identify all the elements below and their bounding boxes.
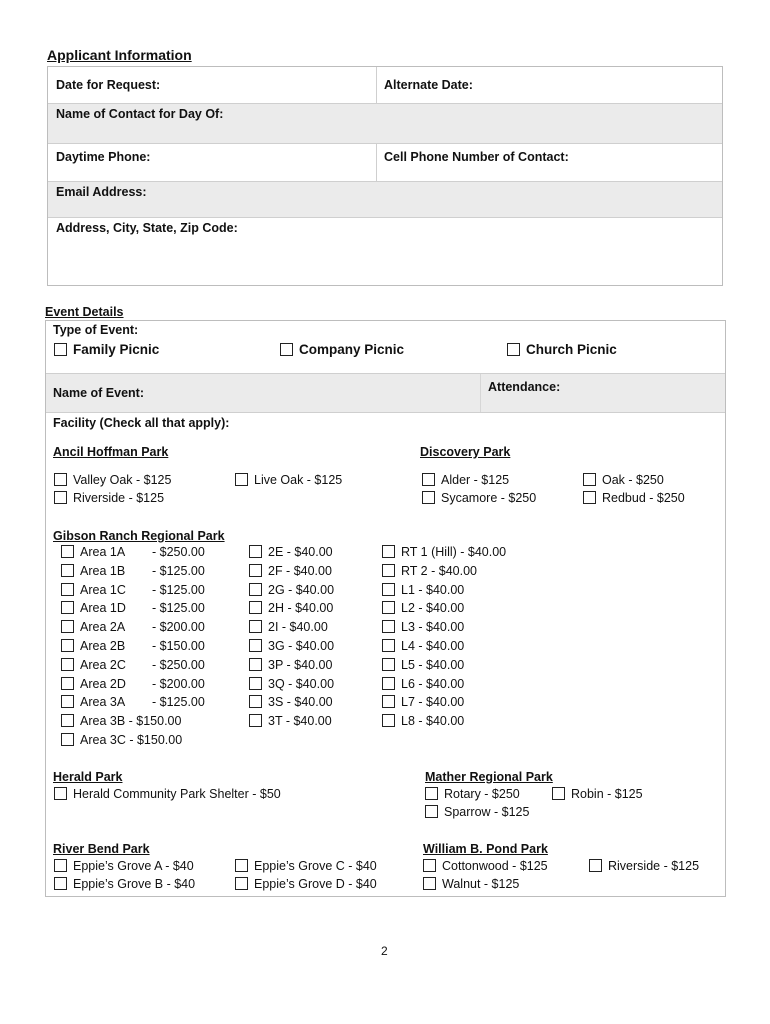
option-label: L8 - $40.00 (401, 714, 465, 729)
date-for-request-label: Date for Request: (56, 78, 161, 92)
option-label: L5 - $40.00 (401, 657, 465, 672)
checkbox[interactable] (61, 564, 74, 577)
list-item[interactable] (61, 564, 205, 583)
area-price: - $200.00 (152, 676, 205, 691)
area-price: - $125.00 (152, 582, 205, 597)
area-name: Area 1D (80, 601, 126, 616)
eppies-grove-a-option[interactable] (54, 859, 194, 873)
cottonwood-option[interactable] (423, 859, 548, 873)
option-label: Area 3B - $150.00 (80, 714, 182, 729)
checkbox[interactable] (249, 658, 262, 671)
area-name: Area 3A (80, 695, 126, 710)
checkbox[interactable] (382, 564, 395, 577)
checkbox[interactable] (280, 343, 293, 356)
alternate-date-label: Alternate Date: (384, 78, 473, 92)
applicant-section-title: Applicant Information (47, 47, 192, 63)
option-label: Oak - $250 (602, 473, 664, 487)
checkbox[interactable] (422, 473, 435, 486)
area-name: Area 2B (80, 638, 126, 653)
checkbox[interactable] (61, 583, 74, 596)
checkbox[interactable] (54, 787, 67, 800)
option-label: 3S - $40.00 (268, 695, 333, 710)
checkbox[interactable] (235, 473, 248, 486)
option-label: Sparrow - $125 (444, 805, 530, 819)
william-b-pond-park-heading: William B. Pond Park (423, 842, 548, 856)
river-bend-park-heading: River Bend Park (53, 842, 150, 856)
list-item[interactable] (249, 564, 334, 583)
option-label: RT 2 - $40.00 (401, 563, 477, 578)
option-label: Walnut - $125 (442, 877, 520, 891)
daytime-phone-field[interactable] (48, 143, 376, 181)
list-item[interactable] (249, 677, 334, 696)
option-label: L4 - $40.00 (401, 638, 465, 653)
option-label: 2F - $40.00 (268, 563, 332, 578)
list-item[interactable] (61, 583, 205, 602)
list-item[interactable] (382, 714, 506, 733)
checkbox[interactable] (235, 859, 248, 872)
option-label: Sycamore - $250 (441, 491, 537, 505)
list-item[interactable] (382, 601, 506, 620)
checkbox[interactable] (382, 695, 395, 708)
option-label: Eppie’s Grove B - $40 (73, 877, 196, 891)
checkbox[interactable] (249, 639, 262, 652)
alternate-date-field[interactable] (376, 67, 722, 103)
ancil-hoffman-park-heading: Ancil Hoffman Park (53, 445, 169, 459)
list-item[interactable] (61, 695, 205, 714)
list-item[interactable] (61, 545, 205, 564)
area-name: Area 2C (80, 657, 126, 672)
option-label: 2G - $40.00 (268, 582, 335, 597)
checkbox[interactable] (507, 343, 520, 356)
email-label: Email Address: (56, 185, 147, 199)
area-name: Area 2A (80, 620, 126, 635)
checkbox[interactable] (249, 545, 262, 558)
checkbox[interactable] (54, 473, 67, 486)
option-label: Family Picnic (73, 342, 160, 357)
checkbox[interactable] (382, 601, 395, 614)
cell-phone-field[interactable] (376, 143, 722, 181)
contact-name-field[interactable] (48, 103, 722, 143)
option-label: L7 - $40.00 (401, 695, 465, 710)
list-item[interactable] (61, 639, 205, 658)
option-label: Eppie’s Grove D - $40 (254, 877, 377, 891)
divider (48, 103, 722, 104)
checkbox[interactable] (382, 639, 395, 652)
option-label: Robin - $125 (571, 787, 643, 801)
option-label: 3Q - $40.00 (268, 676, 335, 691)
list-item[interactable] (249, 545, 334, 564)
gibson-areas-column (61, 545, 205, 752)
checkbox[interactable] (382, 545, 395, 558)
robin-option[interactable] (552, 787, 643, 801)
area-name: Area 2D (80, 676, 126, 691)
divider (48, 181, 722, 182)
option-label: Valley Oak - $125 (73, 473, 172, 487)
eppies-grove-b-option[interactable] (54, 877, 195, 891)
list-item[interactable] (249, 695, 334, 714)
checkbox[interactable] (61, 733, 74, 746)
area-name: Area 1C (80, 582, 126, 597)
address-field[interactable] (48, 217, 722, 285)
divider (48, 217, 722, 218)
checkbox[interactable] (583, 491, 596, 504)
list-item[interactable] (249, 658, 334, 677)
family-picnic-option[interactable] (54, 342, 159, 357)
redbud-option[interactable] (583, 491, 685, 505)
option-label: Alder - $125 (441, 473, 510, 487)
attendance-label: Attendance: (488, 380, 561, 394)
checkbox[interactable] (249, 564, 262, 577)
option-label: 2I - $40.00 (268, 620, 328, 635)
list-item[interactable] (382, 620, 506, 639)
checkbox[interactable] (425, 787, 438, 800)
herald-park-heading: Herald Park (53, 770, 123, 784)
option-label: L2 - $40.00 (401, 601, 465, 616)
list-item[interactable] (61, 714, 205, 733)
checkbox[interactable] (425, 805, 438, 818)
option-label: Eppie’s Grove C - $40 (254, 859, 377, 873)
divider (376, 143, 377, 181)
option-label: 3T - $40.00 (268, 714, 332, 729)
live-oak-option[interactable] (235, 473, 342, 487)
list-item[interactable] (382, 677, 506, 696)
oak-option[interactable] (583, 473, 664, 487)
list-item[interactable] (61, 601, 205, 620)
checkbox[interactable] (54, 343, 67, 356)
email-field[interactable] (48, 181, 722, 217)
checkbox[interactable] (61, 677, 74, 690)
option-label: Redbud - $250 (602, 491, 685, 505)
list-item[interactable] (382, 695, 506, 714)
area-price: - $250.00 (152, 545, 205, 559)
page-number: 2 (381, 944, 388, 958)
valley-oak-option[interactable] (54, 473, 171, 487)
discovery-park-heading: Discovery Park (420, 445, 511, 459)
checkbox[interactable] (54, 859, 67, 872)
option-label: Eppie’s Grove A - $40 (73, 859, 194, 873)
church-picnic-option[interactable] (507, 342, 617, 357)
area-price: - $250.00 (152, 657, 205, 672)
herald-shelter-option[interactable] (54, 787, 281, 801)
area-name: Area 1A (80, 545, 126, 559)
option-label: 2E - $40.00 (268, 545, 333, 559)
checkbox[interactable] (61, 545, 74, 558)
gibson-rt-lots-column (382, 545, 506, 733)
checkbox[interactable] (382, 583, 395, 596)
divider (48, 143, 722, 144)
checkbox[interactable] (382, 620, 395, 633)
checkbox[interactable] (235, 877, 248, 890)
gibson-ranch-park-heading: Gibson Ranch Regional Park (53, 529, 225, 543)
list-item[interactable] (382, 564, 506, 583)
option-label: Herald Community Park Shelter - $50 (73, 787, 281, 801)
checkbox[interactable] (61, 639, 74, 652)
area-price: - $200.00 (152, 620, 205, 635)
checkbox[interactable] (249, 601, 262, 614)
checkbox[interactable] (54, 491, 67, 504)
company-picnic-option[interactable] (280, 342, 404, 357)
pond-riverside-option[interactable] (589, 859, 699, 873)
list-item[interactable] (61, 620, 205, 639)
event-table (45, 320, 726, 897)
option-label: Live Oak - $125 (254, 473, 343, 487)
checkbox[interactable] (249, 620, 262, 633)
applicant-table (47, 66, 723, 286)
list-item[interactable] (61, 733, 205, 752)
list-item[interactable] (249, 601, 334, 620)
checkbox[interactable] (61, 695, 74, 708)
checkbox[interactable] (589, 859, 602, 872)
area-price: - $125.00 (152, 601, 205, 616)
list-item[interactable] (61, 658, 205, 677)
rotary-option[interactable] (425, 787, 520, 801)
contact-name-label: Name of Contact for Day Of: (56, 107, 224, 121)
checkbox[interactable] (61, 714, 74, 727)
option-label: 3P - $40.00 (268, 657, 333, 672)
divider (480, 374, 481, 412)
event-section-title: Event Details (45, 305, 124, 319)
checkbox[interactable] (61, 601, 74, 614)
sycamore-option[interactable] (422, 491, 536, 505)
checkbox[interactable] (382, 677, 395, 690)
checkbox[interactable] (422, 491, 435, 504)
checkbox[interactable] (249, 695, 262, 708)
checkbox[interactable] (249, 677, 262, 690)
option-label: RT 1 (Hill) - $40.00 (401, 545, 507, 559)
checkbox[interactable] (382, 714, 395, 727)
area-name: Area 1B (80, 563, 126, 578)
sparrow-option[interactable] (425, 805, 529, 819)
option-label: 2H - $40.00 (268, 601, 334, 616)
gibson-sites-column (249, 545, 334, 733)
eppies-grove-c-option[interactable] (235, 859, 377, 873)
divider (376, 67, 377, 103)
option-label: Church Picnic (526, 342, 617, 357)
checkbox[interactable] (249, 583, 262, 596)
list-item[interactable] (382, 639, 506, 658)
area-price: - $125.00 (152, 563, 205, 578)
checkbox[interactable] (249, 714, 262, 727)
attendance-field[interactable] (480, 374, 725, 412)
checkbox[interactable] (423, 877, 436, 890)
list-item[interactable] (61, 677, 205, 696)
mather-park-heading: Mather Regional Park (425, 770, 553, 784)
list-item[interactable] (249, 620, 334, 639)
checkbox[interactable] (583, 473, 596, 486)
checkbox[interactable] (382, 658, 395, 671)
ancil-riverside-option[interactable] (54, 491, 164, 505)
type-of-event-label: Type of Event: (53, 323, 139, 337)
option-label: Rotary - $250 (444, 787, 520, 801)
list-item[interactable] (382, 545, 506, 564)
option-label: L6 - $40.00 (401, 676, 465, 691)
list-item[interactable] (249, 639, 334, 658)
divider (46, 412, 725, 413)
option-label: L1 - $40.00 (401, 582, 465, 597)
cell-phone-label: Cell Phone Number of Contact: (384, 150, 569, 164)
area-price: - $125.00 (152, 695, 205, 710)
option-label: Riverside - $125 (73, 491, 165, 505)
daytime-phone-label: Daytime Phone: (56, 150, 151, 164)
address-label: Address, City, State, Zip Code: (56, 221, 238, 235)
option-label: Area 3C - $150.00 (80, 732, 183, 747)
event-name-field[interactable] (46, 374, 480, 412)
checkbox[interactable] (423, 859, 436, 872)
eppies-grove-d-option[interactable] (235, 877, 377, 891)
facility-label: Facility (Check all that apply): (53, 416, 230, 430)
option-label: Riverside - $125 (608, 859, 700, 873)
option-label: 3G - $40.00 (268, 638, 335, 653)
checkbox[interactable] (61, 658, 74, 671)
date-for-request-field[interactable] (48, 67, 376, 103)
list-item[interactable] (249, 714, 334, 733)
option-label: Cottonwood - $125 (442, 859, 548, 873)
checkbox[interactable] (61, 620, 74, 633)
list-item[interactable] (382, 583, 506, 602)
checkbox[interactable] (54, 877, 67, 890)
event-name-label: Name of Event: (53, 386, 144, 400)
list-item[interactable] (382, 658, 506, 677)
alder-option[interactable] (422, 473, 509, 487)
area-price: - $150.00 (152, 638, 205, 653)
option-label: Company Picnic (299, 342, 405, 357)
checkbox[interactable] (552, 787, 565, 800)
list-item[interactable] (249, 583, 334, 602)
option-label: L3 - $40.00 (401, 620, 465, 635)
walnut-option[interactable] (423, 877, 519, 891)
